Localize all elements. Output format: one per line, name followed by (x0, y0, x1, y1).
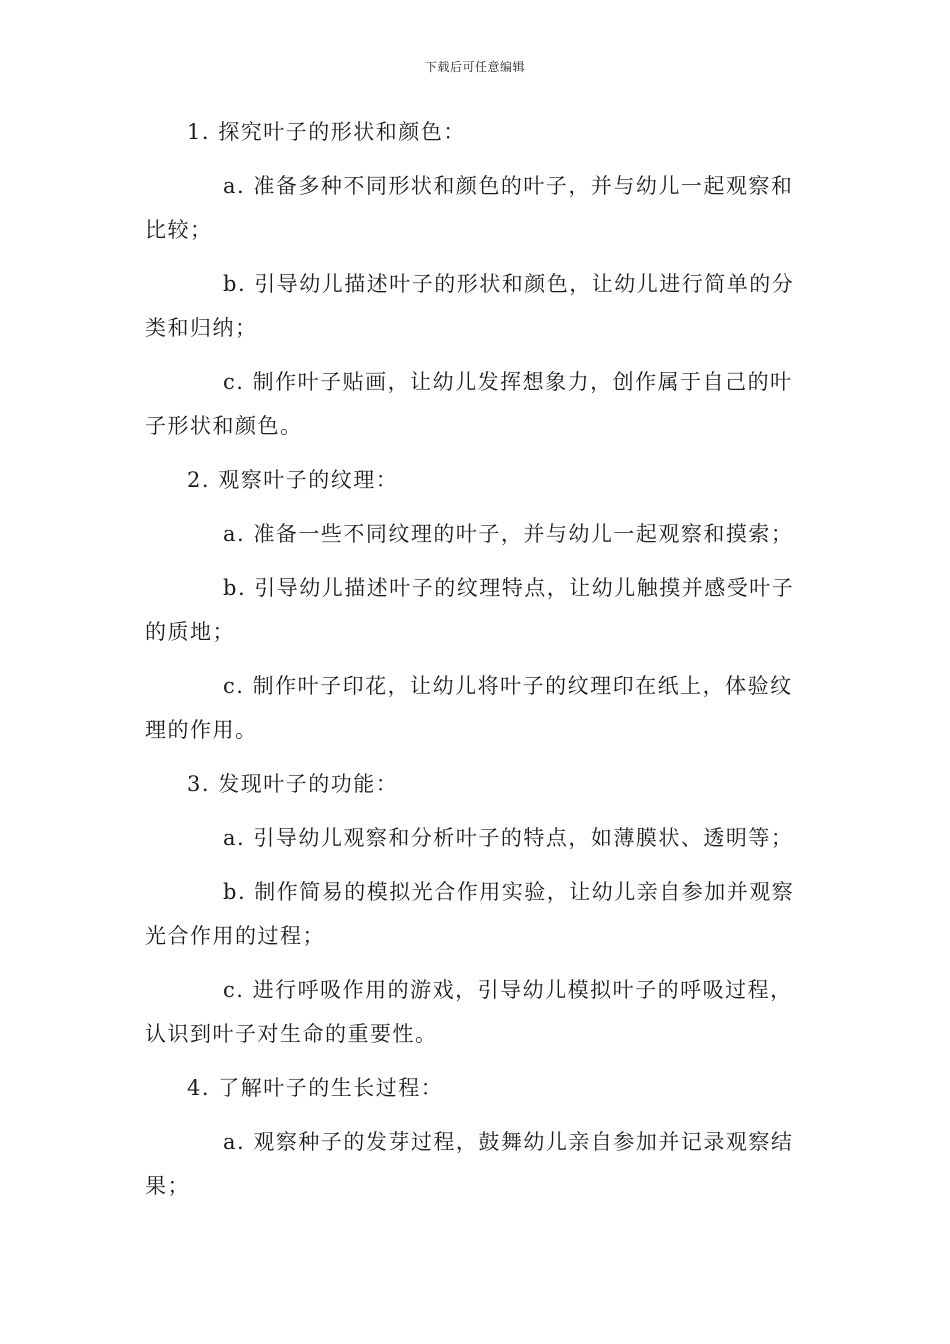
list-item-2c: c. 制作叶子印花，让幼儿将叶子的纹理印在纸上，体验纹理的作用。 (145, 674, 793, 742)
list-item-3a: a. 引导幼儿观察和分析叶子的特点，如薄膜状、透明等； (223, 826, 794, 850)
section-heading-2: 2. 观察叶子的纹理： (187, 468, 399, 492)
list-item-1a: a. 准备多种不同形状和颜色的叶子，并与幼儿一起观察和比较； (145, 174, 794, 242)
section-heading-4: 4. 了解叶子的生长过程： (187, 1076, 444, 1100)
document-body (145, 110, 797, 1218)
list-item-1c: c. 制作叶子贴画，让幼儿发挥想象力，创作属于自己的叶子形状和颜色。 (145, 370, 793, 438)
section-heading-3: 3. 发现叶子的功能： (187, 772, 399, 796)
list-item-1b: b. 引导幼儿描述叶子的形状和颜色，让幼儿进行简单的分类和归纳； (145, 272, 795, 340)
list-item-3c: c. 进行呼吸作用的游戏，引导幼儿模拟叶子的呼吸过程，认识到叶子对生命的重要性。 (145, 978, 793, 1046)
list-item-3b: b. 制作简易的模拟光合作用实验，让幼儿亲自参加并观察光合作用的过程； (145, 880, 795, 948)
list-item-4a: a. 观察种子的发芽过程，鼓舞幼儿亲自参加并记录观察结果； (145, 1130, 794, 1198)
list-item-2b: b. 引导幼儿描述叶子的纹理特点，让幼儿触摸并感受叶子的质地； (145, 576, 795, 644)
page-header: 下载后可任意编辑 (424, 60, 525, 74)
section-heading-1: 1. 探究叶子的形状和颜色： (187, 120, 466, 144)
list-item-2a: a. 准备一些不同纹理的叶子，并与幼儿一起观察和摸索； (223, 522, 794, 546)
